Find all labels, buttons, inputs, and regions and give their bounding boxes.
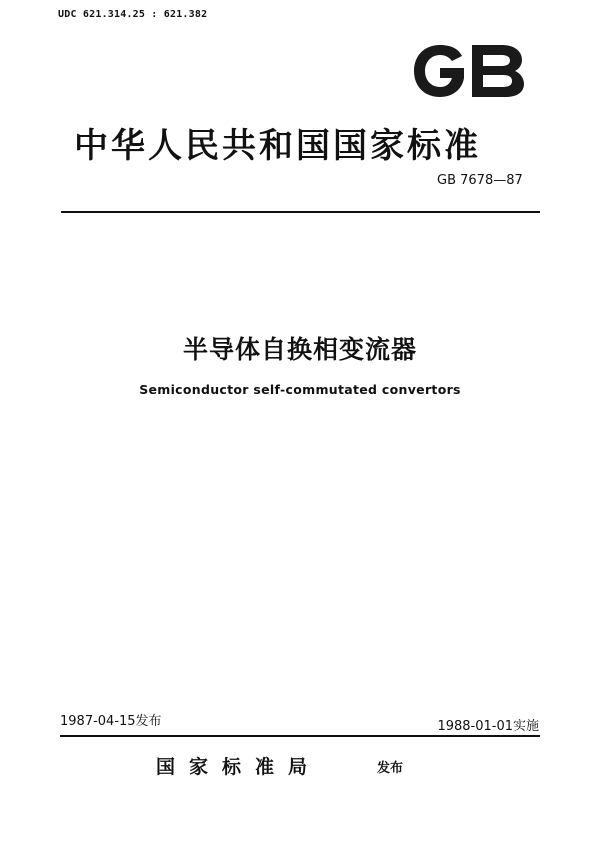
gb-logo bbox=[410, 40, 528, 102]
main-title: 中华人民共和国国家标准 bbox=[74, 126, 481, 166]
gb-logo-letter-g bbox=[414, 45, 464, 97]
publish-verb: 发布 bbox=[377, 761, 404, 776]
top-divider bbox=[61, 211, 540, 213]
chinese-title: 半导体自换相变流器 bbox=[182, 335, 417, 364]
implementation-date: 1988-01-01实施 bbox=[437, 719, 539, 734]
issue-date: 1987-04-15发布 bbox=[60, 714, 162, 729]
standard-number: GB 7678—87 bbox=[437, 173, 523, 188]
publisher: 国家标准局 bbox=[156, 756, 322, 778]
udc-code: UDC 621.314.25 : 621.382 bbox=[58, 9, 208, 20]
bottom-divider bbox=[60, 735, 540, 737]
gb-logo-letter-b bbox=[472, 45, 524, 97]
english-title: Semiconductor self-commutated convertors bbox=[139, 382, 461, 397]
